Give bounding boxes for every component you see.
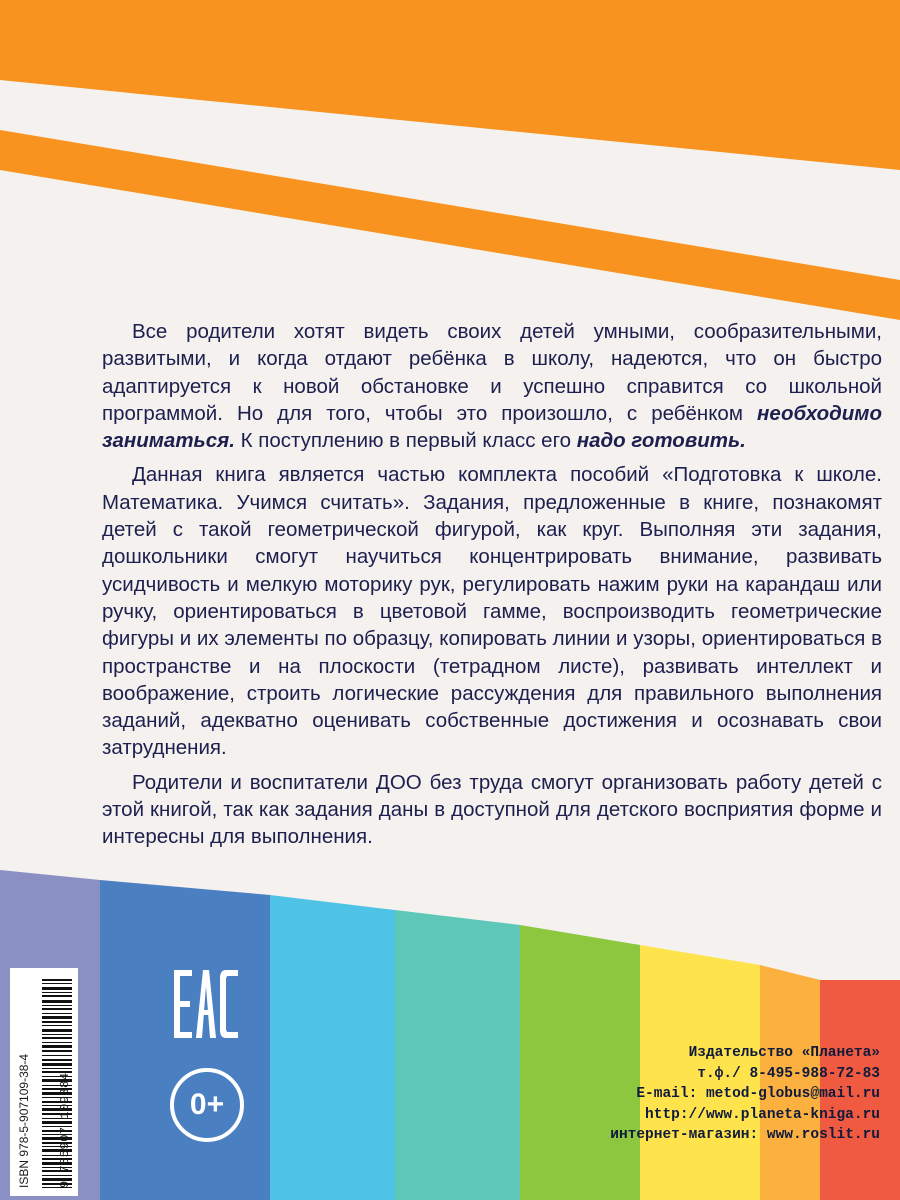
publisher-shop: интернет-магазин: www.roslit.ru <box>610 1127 880 1143</box>
description-text <box>102 318 882 858</box>
publisher-email: E-mail: metod-globus@mail.ru <box>636 1086 880 1102</box>
emphasis-2: надо готовить. <box>576 429 746 453</box>
publisher-website: http://www.planeta-kniga.ru <box>645 1106 880 1123</box>
age-rating-badge: 0+ <box>170 1068 244 1142</box>
barcode-digits: 9 785907 109384 <box>58 1072 72 1188</box>
publisher-info <box>610 1043 880 1146</box>
publisher-phone: т.ф./ 8-495-988-72-83 <box>697 1065 880 1082</box>
publisher-name: Издательство «Планета» <box>688 1045 880 1061</box>
stripe-blue <box>100 880 270 1200</box>
emphasis-1: необходимо заниматься. <box>102 401 882 453</box>
paragraph-3: Родители и воспитатели ДОО без труда смогут организовать работу детей с этой книгой, так как задания даны в доступной для детского восприятия форме и интересны для выполнения. <box>102 770 882 849</box>
paragraph-1: Все родители хотят видеть своих детей умными, сообразительными, развитыми, и когда отдают ребёнка в школу, надеются, что он быстро адаптируется к новой обстановке и успешно справится со школьной программой. Но для того, чтобы это произошло, с ребёнком необходимо заниматься. К поступлению в первый класс его надо готовить. <box>102 320 882 453</box>
eac-mark-icon <box>172 968 240 1040</box>
stripe-cyan <box>270 895 395 1200</box>
paragraph-2: Данная книга является частью комплекта пособий «Подготовка к школе. Математика. Учимся считать». Задания, предложенные в книге, познакомят детей с такой геометрической фигурой, как круг. Выполняя эти задания, дошкольники смогут научиться концентрировать внимание, развивать усидчивость и мелкую моторику рук, регулировать нажим руки на карандаш или ручку, ориентироваться в цветовой гамме, воспроизводить геометрические фигуры и их элементы по образцу, копировать линии и узоры, ориентироваться в пространстве и на плоскости (тетрадном листе), развивать интеллект и воображение, строить логические рассуждения для правильного выполнения заданий, адекватно оценивать собственные достижения и осознавать свои затруднения. <box>102 463 882 760</box>
stripe-teal <box>395 910 520 1200</box>
isbn-label: ISBN 978-5-907109-38-4 <box>17 1053 31 1188</box>
